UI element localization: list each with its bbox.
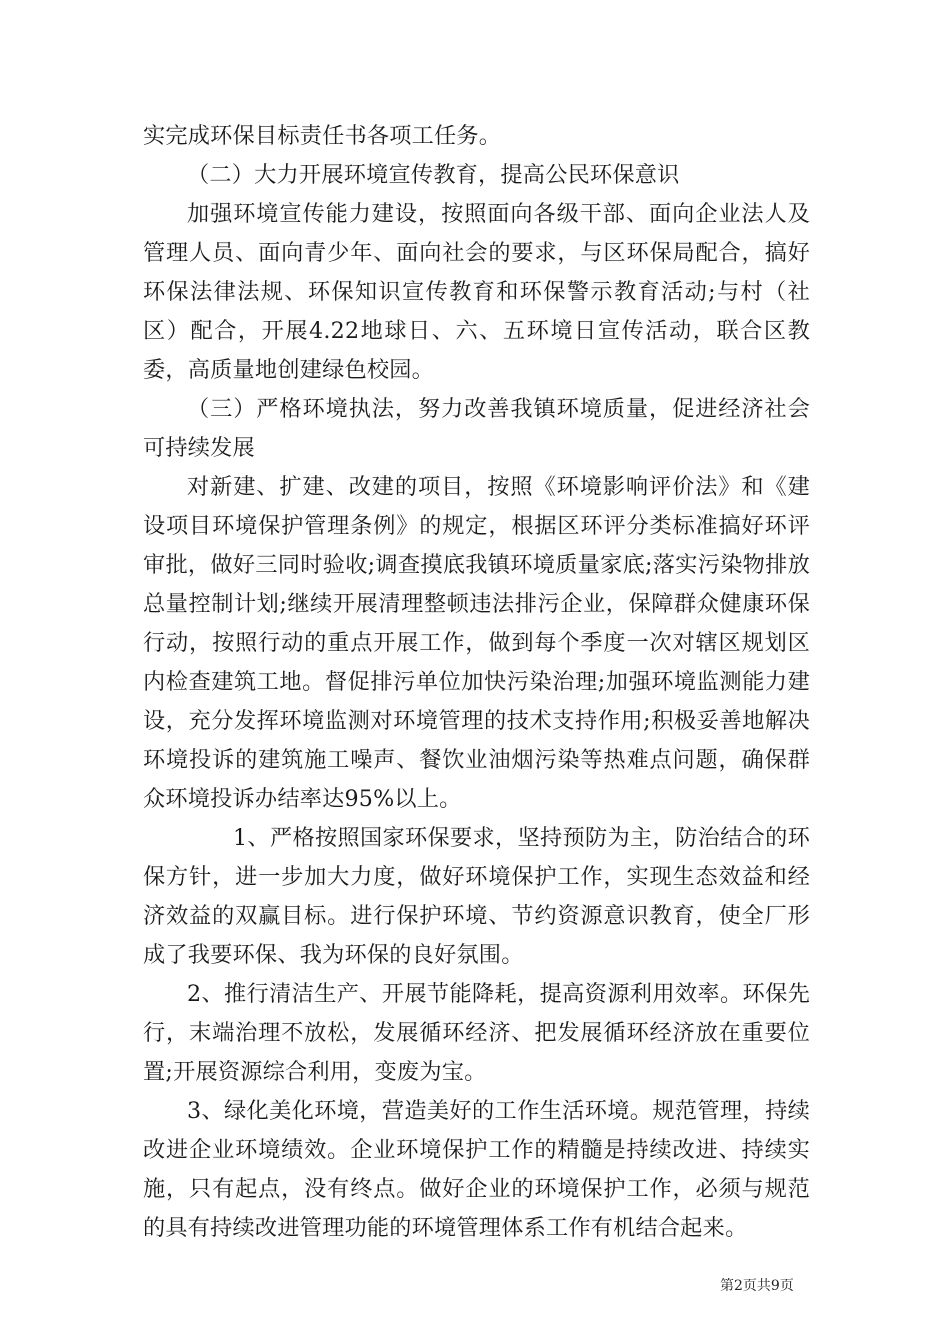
document-body (143, 117, 810, 1248)
section-heading-3: （三）严格环境执法，努力改善我镇环境质量，促进经济社会可持续发展 (143, 396, 810, 461)
paragraph-enforcement: 对新建、扩建、改建的项目，按照《环境影响评价法》和《建设项目环境保护管理条例》的规定，根据区环评分类标准搞好环评审批，做好三同时验收;调查摸底我镇环境质量家底;落实污染物排放总量控制计划;继续开展清理整顿违法排污企业，保障群众健康环保行动，按照行动的重点开展工作，做到每个季度一次对辖区规划区内检查建筑工地。督促排污单位加快污染治理;加强环境监测能力建设，充分发挥环境监测对环境管理的技术支持作用;积极妥善地解决环境投诉的建筑施工噪声、餐饮业油烟污染等热难点问题，确保群众环境投诉办结率达95%以上。 (143, 474, 810, 812)
list-item-2: 2、推行清洁生产、开展节能降耗，提高资源利用效率。环保先行，末端治理不放松，发展循环经济、把发展循环经济放在重要位置;开展资源综合利用，变废为宝。 (143, 981, 810, 1085)
list-item-3: 3、绿化美化环境，营造美好的工作生活环境。规范管理，持续改进企业环境绩效。企业环境保护工作的精髓是持续改进、持续实施，只有起点，没有终点。做好企业的环境保护工作，必须与规范的具有持续改进管理功能的环境管理体系工作有机结合起来。 (143, 1098, 810, 1241)
list-item-1: 1、严格按照国家环保要求，坚持预防为主，防治结合的环保方针，进一步加大力度，做好环境保护工作，实现生态效益和经济效益的双赢目标。进行保护环境、节约资源意识教育，使全厂形成了我要环保、我为环保的良好氛围。 (143, 825, 810, 968)
paragraph-continuation: 实完成环保目标责任书各项工任务。 (143, 123, 502, 149)
page-number: 第2页共9页 (720, 1278, 794, 1294)
paragraph-publicity: 加强环境宣传能力建设，按照面向各级干部、面向企业法人及管理人员、面向青少年、面向社会的要求，与区环保局配合，搞好环保法律法规、环保知识宣传教育和环保警示教育活动;与村（社区）配合，开展4.22地球日、六、五环境日宣传活动，联合区教委，高质量地创建绿色校园。 (143, 201, 810, 383)
section-heading-2: （二）大力开展环境宣传教育，提高公民环保意识 (187, 162, 680, 188)
